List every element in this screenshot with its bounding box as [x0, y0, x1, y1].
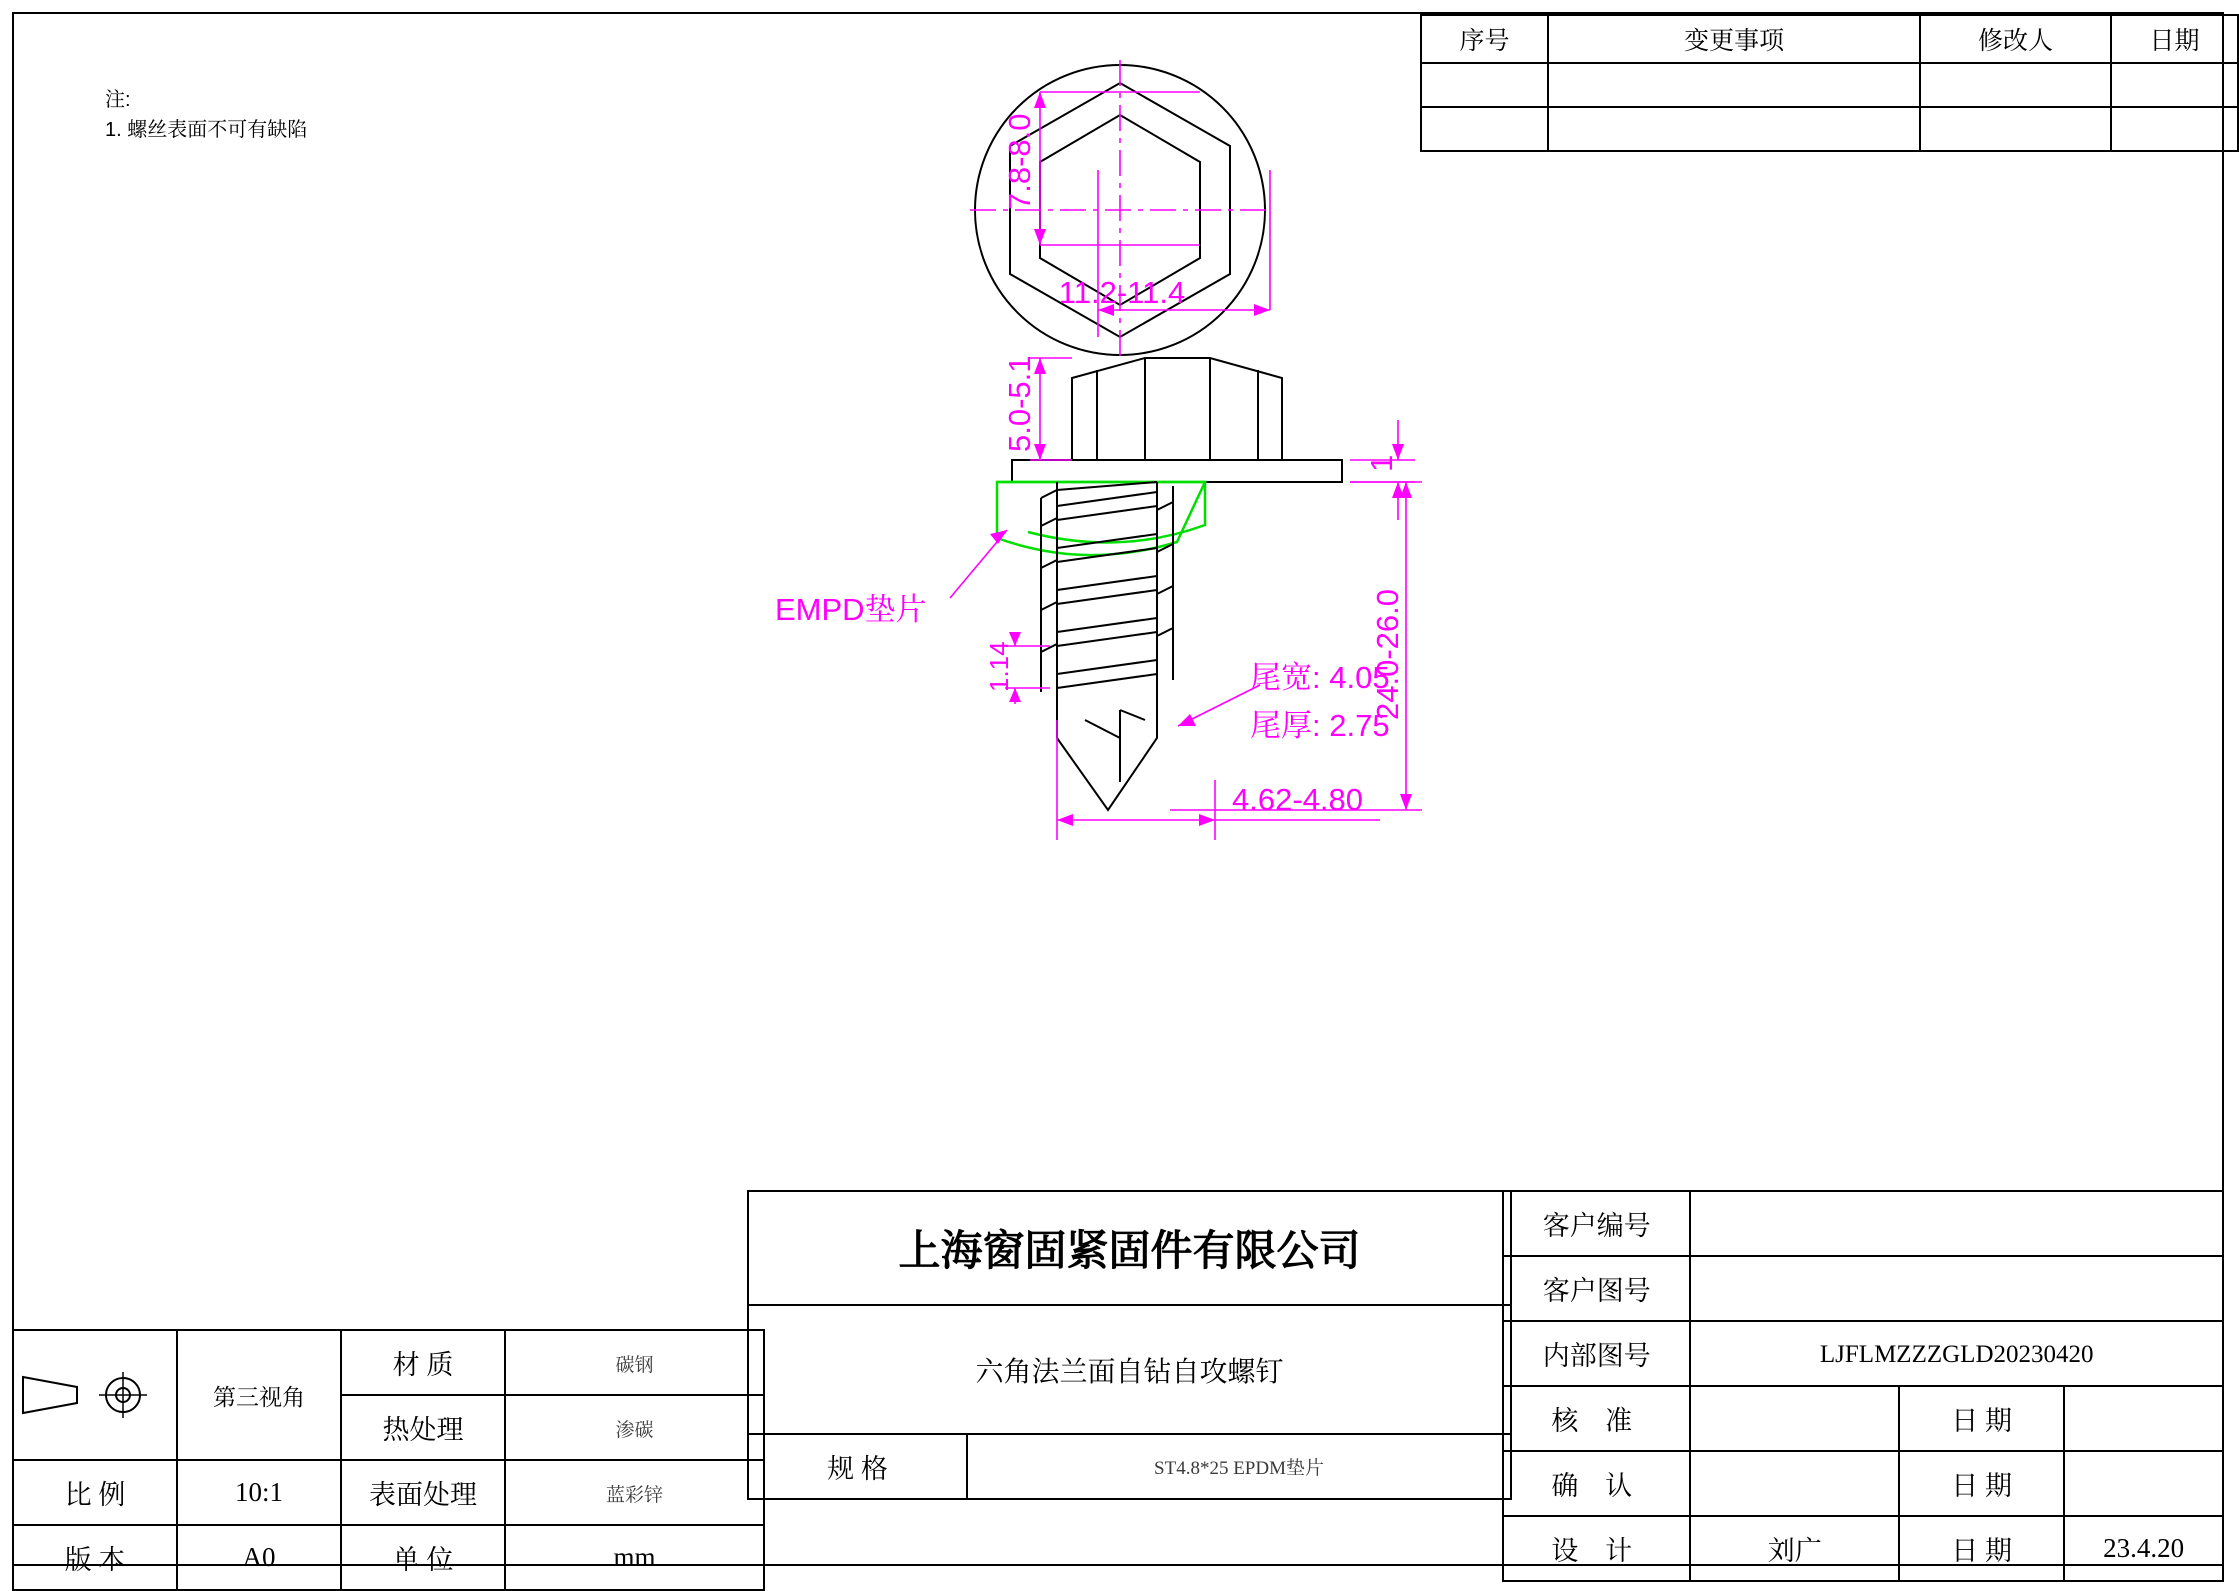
notes-block: [105, 85, 307, 145]
title-block: [12, 1190, 2224, 1575]
design-date-value-cell: 23.4.20: [2064, 1516, 2223, 1581]
projection-label-cell: [177, 1330, 341, 1460]
scale-value-cell: 10:1: [177, 1460, 341, 1525]
heat-value: 渗碳: [615, 1420, 654, 1441]
material-value: 碳钢: [615, 1355, 654, 1376]
confirm-date-value-cell: [2064, 1451, 2223, 1516]
table-row: [1503, 1321, 2223, 1386]
scale-label-cell: 比 例: [13, 1460, 177, 1525]
material-value-cell: [505, 1330, 764, 1395]
confirm-label: 确 认: [1551, 1471, 1643, 1501]
table-row: [1503, 1256, 2223, 1321]
approve-value-cell: [1690, 1386, 1899, 1451]
material-label-cell: 材 质: [341, 1330, 505, 1395]
dim-head-across-flats: 7.8-8.0: [1002, 113, 1037, 210]
washer-callout-leader: [950, 530, 1007, 598]
dim-head-diameter: 11.2-11.4: [1058, 275, 1186, 310]
approve-date-value-cell: [2064, 1386, 2223, 1451]
version-value-cell: A0: [177, 1525, 341, 1590]
table-row: [13, 1330, 764, 1395]
drawing-area: [560, 20, 1910, 1170]
projection-label: 第三视角: [213, 1384, 305, 1410]
internal-dwg-label-cell: 内部图号: [1503, 1321, 1690, 1386]
surface-label-cell: 表面处理: [341, 1460, 505, 1525]
surface-value-cell: [505, 1460, 764, 1525]
title-block-middle: [747, 1190, 1512, 1500]
customer-dwg-label-cell: 客户图号: [1503, 1256, 1690, 1321]
design-value-cell: 刘广: [1690, 1516, 1899, 1581]
table-row: [1503, 1516, 2223, 1581]
approve-label-cell: [1503, 1386, 1690, 1451]
design-label-cell: [1503, 1516, 1690, 1581]
design-label: 设 计: [1551, 1536, 1643, 1566]
revision-cell-by: [1920, 63, 2111, 107]
approve-date-label-cell: 日 期: [1899, 1386, 2064, 1451]
table-row: [13, 1460, 764, 1525]
revision-cell-date: [2111, 63, 2238, 107]
third-angle-projection-icon: [15, 1367, 160, 1423]
confirm-label-cell: [1503, 1451, 1690, 1516]
revision-header-seq: 序号: [1421, 15, 1548, 63]
tail-callout-leader: [1178, 685, 1260, 726]
revision-header-date: 日期: [2111, 15, 2238, 63]
table-row: [748, 1305, 1511, 1434]
table-row: [1503, 1191, 2223, 1256]
unit-label-cell: 单 位: [341, 1525, 505, 1590]
notes-line-1: 1. 螺丝表面不可有缺陷: [105, 119, 308, 141]
notes-title: 注:: [105, 89, 131, 111]
title-block-right: [1502, 1190, 2224, 1582]
revision-header-by: 修改人: [1920, 15, 2111, 63]
tail-thickness-label: 尾厚: 2.75: [1250, 708, 1390, 743]
side-view-head: [1012, 358, 1342, 482]
company-name: 上海窗固紧固件有限公司: [898, 1229, 1361, 1275]
table-row: [1503, 1451, 2223, 1516]
dim-washer-thickness: 1: [1364, 454, 1399, 472]
dim-shank-diameter: 4.62-4.80: [1232, 782, 1363, 817]
heat-value-cell: [505, 1395, 764, 1460]
design-date-label-cell: 日 期: [1899, 1516, 2064, 1581]
spec-value: ST4.8*25 EPDM垫片: [1154, 1458, 1324, 1479]
version-label-cell: 版 本: [13, 1525, 177, 1590]
title-block-left: [12, 1329, 765, 1591]
internal-dwg-value-cell: [1690, 1321, 2223, 1386]
table-row: [748, 1191, 1511, 1305]
table-row: [13, 1525, 764, 1590]
dim-total-length: 24.0-26.0: [1370, 589, 1405, 720]
revision-cell-date: [2111, 107, 2238, 151]
spec-label-cell: 规 格: [748, 1434, 967, 1499]
tail-width-label: 尾宽: 4.05: [1250, 660, 1390, 695]
approve-label: 核 准: [1551, 1406, 1643, 1436]
unit-value-cell: mm: [505, 1525, 764, 1590]
revision-header-item: 变更事项: [1548, 15, 1920, 63]
product-name-cell: [748, 1305, 1511, 1434]
revision-cell-by: [1920, 107, 2111, 151]
internal-dwg-value: LJFLMZZZGLD20230420: [1819, 1341, 2094, 1368]
projection-symbol-cell: [13, 1330, 177, 1460]
customer-code-label-cell: 客户编号: [1503, 1191, 1690, 1256]
table-row: [1503, 1386, 2223, 1451]
side-view-thread: [1041, 482, 1173, 810]
product-name: 六角法兰面自钻自攻螺钉: [975, 1356, 1284, 1388]
company-cell: [748, 1191, 1511, 1305]
customer-dwg-value-cell: [1690, 1256, 2223, 1321]
table-row: [748, 1434, 1511, 1499]
surface-value: 蓝彩锌: [605, 1485, 663, 1506]
confirm-date-label-cell: 日 期: [1899, 1451, 2064, 1516]
washer-callout-label: EMPD垫片: [775, 592, 927, 627]
dim-thread-pitch: 1.14: [984, 641, 1014, 692]
heat-label-cell: 热处理: [341, 1395, 505, 1460]
dim-head-height: 5.0-5.1: [1002, 355, 1037, 452]
confirm-value-cell: [1690, 1451, 1899, 1516]
spec-value-cell: [967, 1434, 1511, 1499]
customer-code-value-cell: [1690, 1191, 2223, 1256]
